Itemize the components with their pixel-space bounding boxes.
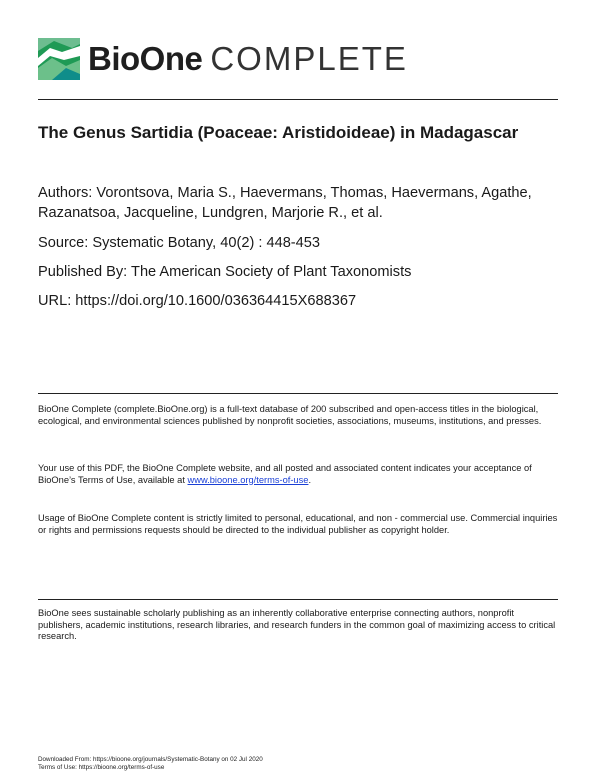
article-url[interactable]: URL: https://doi.org/10.1600/036364415X688367 [38,293,357,309]
terms-notice [38,463,560,486]
footer-divider [38,599,558,600]
brand-light-text: COMPLETE [210,40,408,77]
mission-notice: BioOne sees sustainable scholarly publishing as an inherently collaborative enterprise connecting authors, nonprofit publishers, academic institutions, research libraries, and research funders in the common goal of maximizing access to critical research. [38,608,556,641]
download-info: Downloaded From: https://bioone.org/journals/Systematic-Botany on 02 Jul 2020 [38,756,263,763]
terms-notice-suffix: . [308,474,312,485]
article-title: The Genus Sartidia (Poaceae: Aristidoideae) in Madagascar [38,123,519,142]
notice-divider [38,393,558,394]
brand-bold-text: BioOne [88,40,203,77]
brand-wordmark [88,38,408,80]
article-source: Source: Systematic Botany, 40(2) : 448-453 [38,235,321,251]
about-notice: BioOne Complete (complete.BioOne.org) is a full-text database of 200 subscribed and open-access titles in the biological, ecological, and environmental sciences published by nonprofit societies, associations, museums, institutions, and presses. [38,404,542,426]
article-authors: Authors: Vorontsova, Maria S., Haevermans, Thomas, Haevermans, Agathe, Razanatsoa, Jacqueline, Lundgren, Marjorie R., et al. [38,185,532,221]
terms-notice-prefix: Your use of this PDF, the BioOne Complete website, and all posted and associated content indicates your acceptance of BioOne’s Terms of Use, available at [38,463,532,485]
article-publisher: Published By: The American Society of Plant Taxonomists [38,264,412,280]
bioone-header [38,36,408,82]
usage-notice: Usage of BioOne Complete content is strictly limited to personal, educational, and non - commercial use. Commercial inquiries or rights and permissions requests should be directed to the individual publisher as copyright holder. [38,513,558,535]
terms-of-use-link[interactable]: www.bioone.org/terms-of-use [187,474,309,485]
footer-terms: Terms of Use: https://bioone.org/terms-of-use [38,764,165,771]
header-divider [38,99,558,100]
bioone-leaf-logo-icon [38,38,80,80]
